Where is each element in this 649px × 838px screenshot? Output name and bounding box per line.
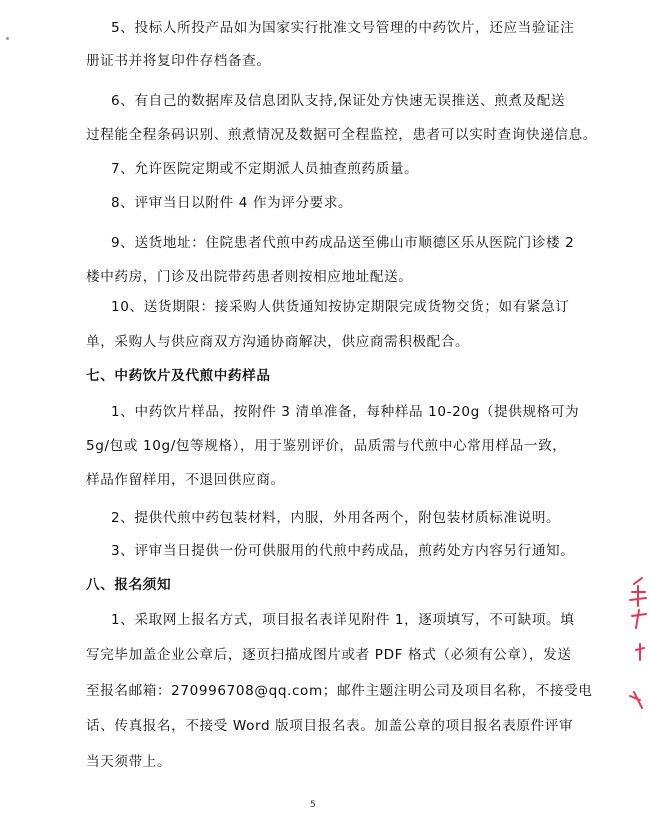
- text-line: 9、送货地址：住院患者代煎中药成品送至佛山市顺德区乐从医院门诊楼 2: [111, 235, 575, 251]
- text-line: 6、有自己的数据库及信息团队支持,保证处方快速无误推送、煎煮及配送: [111, 93, 566, 109]
- text-line: 3、评审当日提供一份可供服用的代煎中药成品，煎药处方内容另行通知。: [111, 543, 575, 559]
- scan-speck: [6, 37, 9, 40]
- section-heading: 八、报名须知: [86, 577, 172, 593]
- text-line: 至报名邮箱：270996708@qq.com；邮件主题注明公司及项目名称，不接受电: [86, 683, 593, 699]
- text-line: 1、采取网上报名方式，项目报名表详见附件 1，逐项填写，不可缺项。填: [111, 612, 575, 628]
- text-line: 写完毕加盖企业公章后，逐页扫描成图片或者 PDF 格式（必须有公章），发送: [86, 647, 572, 663]
- section-heading: 七、中药饮片及代煎中药样品: [86, 368, 271, 384]
- page-number: 5: [310, 800, 316, 810]
- stamp-fragment: [612, 570, 649, 720]
- text-line: 5g/包或 10g/包等规格），用于鉴别评价，品质需与代煎中心常用样品一致，: [86, 438, 567, 454]
- text-line: 单，采购人与供应商双方沟通协商解决，供应商需积极配合。: [86, 334, 470, 350]
- text-line: 10、送货期限：接采购人供货通知按协定期限完成货物交货；如有紧急订: [111, 299, 570, 315]
- text-line: 话、传真报名，不接受 Word 版项目报名表。加盖公章的项目报名表原件评审: [86, 718, 574, 734]
- text-line: 7、允许医院定期或不定期派人员抽查煎药质量。: [111, 161, 419, 177]
- text-line: 楼中药房，门诊及出院带药患者则按相应地址配送。: [86, 269, 413, 285]
- text-line: 册证书并将复印件存档备查。: [86, 53, 271, 69]
- text-line: 2、提供代煎中药包装材料，内服，外用各两个，附包装材质标准说明。: [111, 510, 561, 526]
- text-line: 当天须带上。: [86, 754, 172, 770]
- text-line: 8、评审当日以附件 4 作为评分要求。: [111, 195, 353, 211]
- text-line: 5、投标人所投产品如为国家实行批准文号管理的中药饮片，还应当验证注: [111, 20, 575, 36]
- text-line: 过程能全程条码识别、煎煮情况及数据可全程监控，患者可以实时查询快递信息。: [86, 127, 597, 143]
- text-line: 1、中药饮片样品，按附件 3 清单准备，每种样品 10-20g（提供规格可为: [111, 404, 580, 420]
- text-line: 样品作留样用，不退回供应商。: [86, 472, 285, 488]
